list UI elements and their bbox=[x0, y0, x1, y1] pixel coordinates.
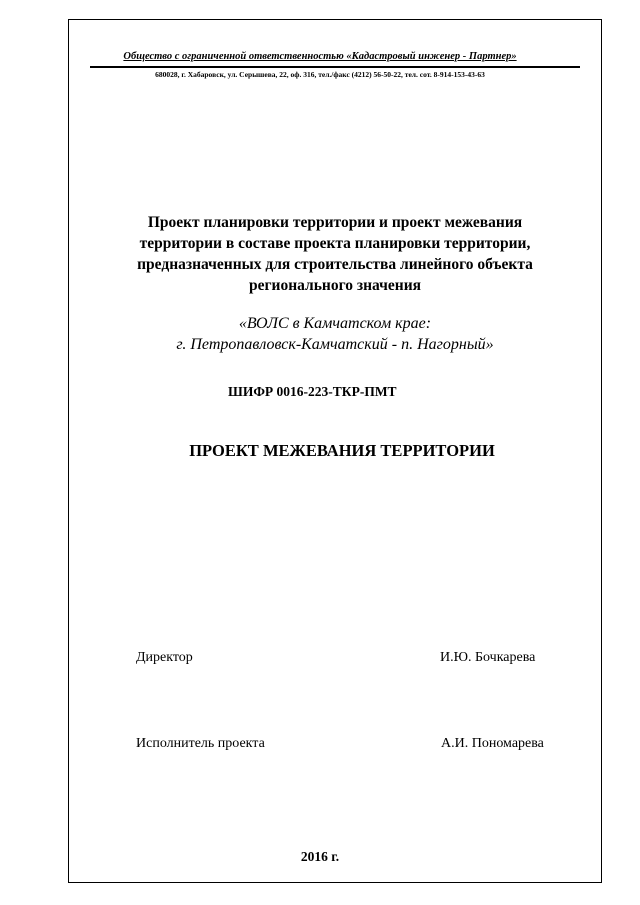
object-name-line: «ВОЛС в Камчатском крае: bbox=[238, 315, 432, 332]
director-role: Директор bbox=[136, 650, 193, 665]
executor-name: А.И. Пономарева bbox=[441, 736, 544, 751]
document-title-line: Проект планировки территории и проект межевания bbox=[147, 214, 523, 231]
director-name: И.Ю. Бочкарева bbox=[440, 650, 536, 665]
document-title-line: регионального значения bbox=[248, 277, 422, 294]
organization-name: Общество с ограниченной ответственностью «Кадастровый инженер - Партнер» bbox=[123, 51, 517, 62]
document-title bbox=[100, 212, 570, 296]
document-year: 2016 г. bbox=[300, 849, 340, 864]
document-title-line: предназначенных для строительства линейного объекта bbox=[137, 256, 533, 273]
header-divider bbox=[90, 66, 580, 68]
section-title: ПРОЕКТ МЕЖЕВАНИЯ ТЕРРИТОРИИ bbox=[189, 441, 495, 460]
document-title-line: территории в составе проекта планировки территории, bbox=[139, 235, 531, 252]
object-name bbox=[100, 313, 570, 355]
object-name-line: г. Петропавловск-Камчатский - п. Нагорный» bbox=[176, 336, 494, 353]
executor-role: Исполнитель проекта bbox=[136, 736, 265, 751]
organization-address: 680028, г. Хабаровск, ул. Серышева, 22, оф. 316, тел./факс (4212) 56-50-22, тел. сот. 8-914-153-43-63 bbox=[155, 70, 485, 79]
project-cipher: ШИФР 0016-223-ТКР-ПМТ bbox=[228, 384, 397, 399]
